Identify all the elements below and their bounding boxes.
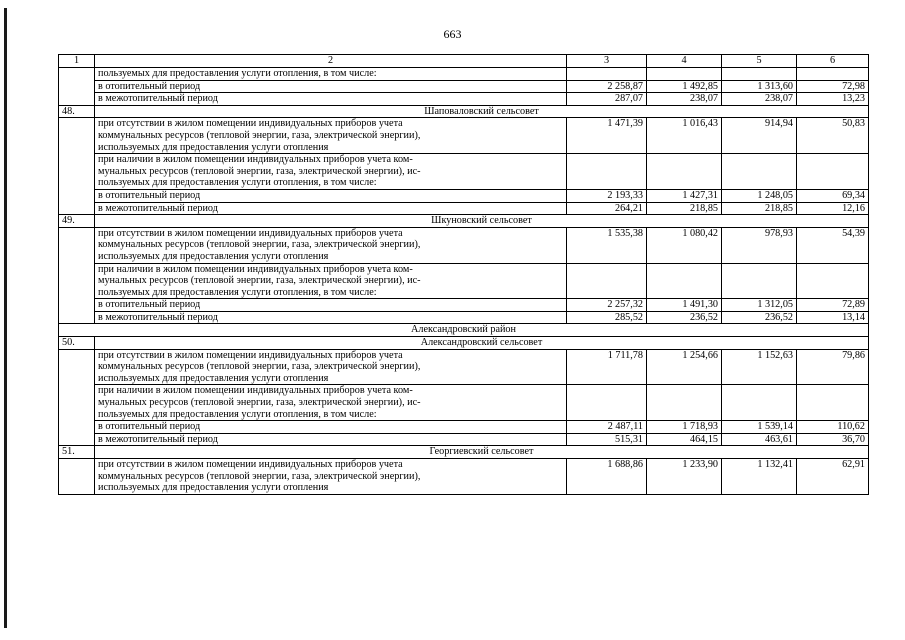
row-description: при отсутствии в жилом помещении индивидуальных приборов учета коммунальных ресурсов (тепловой энергии, газа, электрической энергии), используемых для предоставления услуги отопления (95, 349, 567, 385)
value-cell: 1 492,85 (647, 80, 722, 93)
value-cell: 236,52 (647, 311, 722, 324)
value-cell: 13,23 (797, 93, 869, 106)
section-header-row (59, 337, 869, 350)
value-cell: 72,98 (797, 80, 869, 93)
table-row (59, 311, 869, 324)
value-cell: 1 535,38 (567, 227, 647, 263)
table-row (59, 349, 869, 385)
value-cell: 218,85 (647, 202, 722, 215)
table-row (59, 385, 869, 421)
value-cell: 1 132,41 (722, 459, 797, 495)
row-description: при наличии в жилом помещении индивидуальных приборов учета ком- мунальных ресурсов (тепловой энергии, газа, электрической энергии), ис- пользуемых для предоставления услуги отопления, в том числе: (95, 263, 567, 299)
value-cell: 1 016,43 (647, 118, 722, 154)
section-number: 50. (59, 337, 95, 350)
tariff-table (58, 54, 869, 495)
value-cell: 72,89 (797, 299, 869, 312)
table-row (59, 459, 869, 495)
header-cell: 2 (95, 55, 567, 68)
value-cell: 236,52 (722, 311, 797, 324)
row-description: при отсутствии в жилом помещении индивидуальных приборов учета коммунальных ресурсов (тепловой энергии, газа, электрической энергии), используемых для предоставления услуги отопления (95, 118, 567, 154)
scan-left-edge (4, 8, 7, 628)
value-cell: 515,31 (567, 433, 647, 446)
row-label: в отопительный период (95, 80, 567, 93)
page-number: 663 (443, 27, 462, 41)
value-cell: 464,15 (647, 433, 722, 446)
section-header-row (59, 215, 869, 228)
section-number: 51. (59, 446, 95, 459)
value-cell: 1 471,39 (567, 118, 647, 154)
value-cell: 1 491,30 (647, 299, 722, 312)
table-row (59, 118, 869, 154)
value-cell: 978,93 (722, 227, 797, 263)
table-row (59, 421, 869, 434)
row-label: в межотопительный период (95, 311, 567, 324)
value-cell: 1 248,05 (722, 189, 797, 202)
row-label: в отопительный период (95, 299, 567, 312)
value-cell: 218,85 (722, 202, 797, 215)
value-cell: 110,62 (797, 421, 869, 434)
header-cell: 6 (797, 55, 869, 68)
value-cell: 1 233,90 (647, 459, 722, 495)
value-cell: 1 427,31 (647, 189, 722, 202)
row-description: при наличии в жилом помещении индивидуальных приборов учета ком- мунальных ресурсов (тепловой энергии, газа, электрической энергии), ис- пользуемых для предоставления услуги отопления, в том числе: (95, 385, 567, 421)
header-cell: 3 (567, 55, 647, 68)
header-cell: 4 (647, 55, 722, 68)
value-cell: 285,52 (567, 311, 647, 324)
value-cell: 62,91 (797, 459, 869, 495)
row-description: при отсутствии в жилом помещении индивидуальных приборов учета коммунальных ресурсов (тепловой энергии, газа, электрической энергии), используемых для предоставления услуги отопления (95, 227, 567, 263)
value-cell: 1 688,86 (567, 459, 647, 495)
value-cell: 238,07 (722, 93, 797, 106)
table-row (59, 299, 869, 312)
header-cell: 1 (59, 55, 95, 68)
value-cell: 1 312,05 (722, 299, 797, 312)
value-cell: 69,34 (797, 189, 869, 202)
value-cell: 1 080,42 (647, 227, 722, 263)
table-row (59, 154, 869, 190)
value-cell: 264,21 (567, 202, 647, 215)
row-label: в межотопительный период (95, 433, 567, 446)
header-cell: 5 (722, 55, 797, 68)
row-label: в межотопительный период (95, 93, 567, 106)
section-name: Шкуновский сельсовет (95, 215, 869, 228)
value-cell: 1 539,14 (722, 421, 797, 434)
value-cell: 1 718,93 (647, 421, 722, 434)
district-name: Александровский район (59, 324, 869, 337)
row-label: в межотопительный период (95, 202, 567, 215)
value-cell: 287,07 (567, 93, 647, 106)
table-row (59, 80, 869, 93)
continuation-text: пользуемых для предоставления услуги отопления, в том числе: (95, 68, 567, 81)
table-row (59, 68, 869, 81)
value-cell: 463,61 (722, 433, 797, 446)
table-row (59, 227, 869, 263)
value-cell: 1 313,60 (722, 80, 797, 93)
value-cell: 13,14 (797, 311, 869, 324)
table-row (59, 93, 869, 106)
value-cell: 1 152,63 (722, 349, 797, 385)
section-number: 49. (59, 215, 95, 228)
row-description: при отсутствии в жилом помещении индивидуальных приборов учета коммунальных ресурсов (тепловой энергии, газа, электрической энергии), используемых для предоставления услуги отопления (95, 459, 567, 495)
value-cell: 36,70 (797, 433, 869, 446)
value-cell: 79,86 (797, 349, 869, 385)
value-cell: 50,83 (797, 118, 869, 154)
value-cell: 238,07 (647, 93, 722, 106)
row-label: в отопительный период (95, 421, 567, 434)
value-cell: 54,39 (797, 227, 869, 263)
section-header-row (59, 105, 869, 118)
value-cell: 1 711,78 (567, 349, 647, 385)
value-cell: 914,94 (722, 118, 797, 154)
table-row (59, 189, 869, 202)
section-header-row (59, 446, 869, 459)
value-cell: 1 254,66 (647, 349, 722, 385)
table-row (59, 433, 869, 446)
row-label: в отопительный период (95, 189, 567, 202)
value-cell: 2 257,32 (567, 299, 647, 312)
value-cell: 2 193,33 (567, 189, 647, 202)
section-name: Георгиевский сельсовет (95, 446, 869, 459)
table-row (59, 202, 869, 215)
value-cell: 2 487,11 (567, 421, 647, 434)
value-cell: 12,16 (797, 202, 869, 215)
section-name: Александровский сельсовет (95, 337, 869, 350)
table-row (59, 263, 869, 299)
value-cell: 2 258,87 (567, 80, 647, 93)
table-header-row (59, 55, 869, 68)
section-name: Шаповаловский сельсовет (95, 105, 869, 118)
district-header-row (59, 324, 869, 337)
section-number: 48. (59, 105, 95, 118)
row-description: при наличии в жилом помещении индивидуальных приборов учета ком- мунальных ресурсов (тепловой энергии, газа, электрической энергии), ис- пользуемых для предоставления услуги отопления, в том числе: (95, 154, 567, 190)
